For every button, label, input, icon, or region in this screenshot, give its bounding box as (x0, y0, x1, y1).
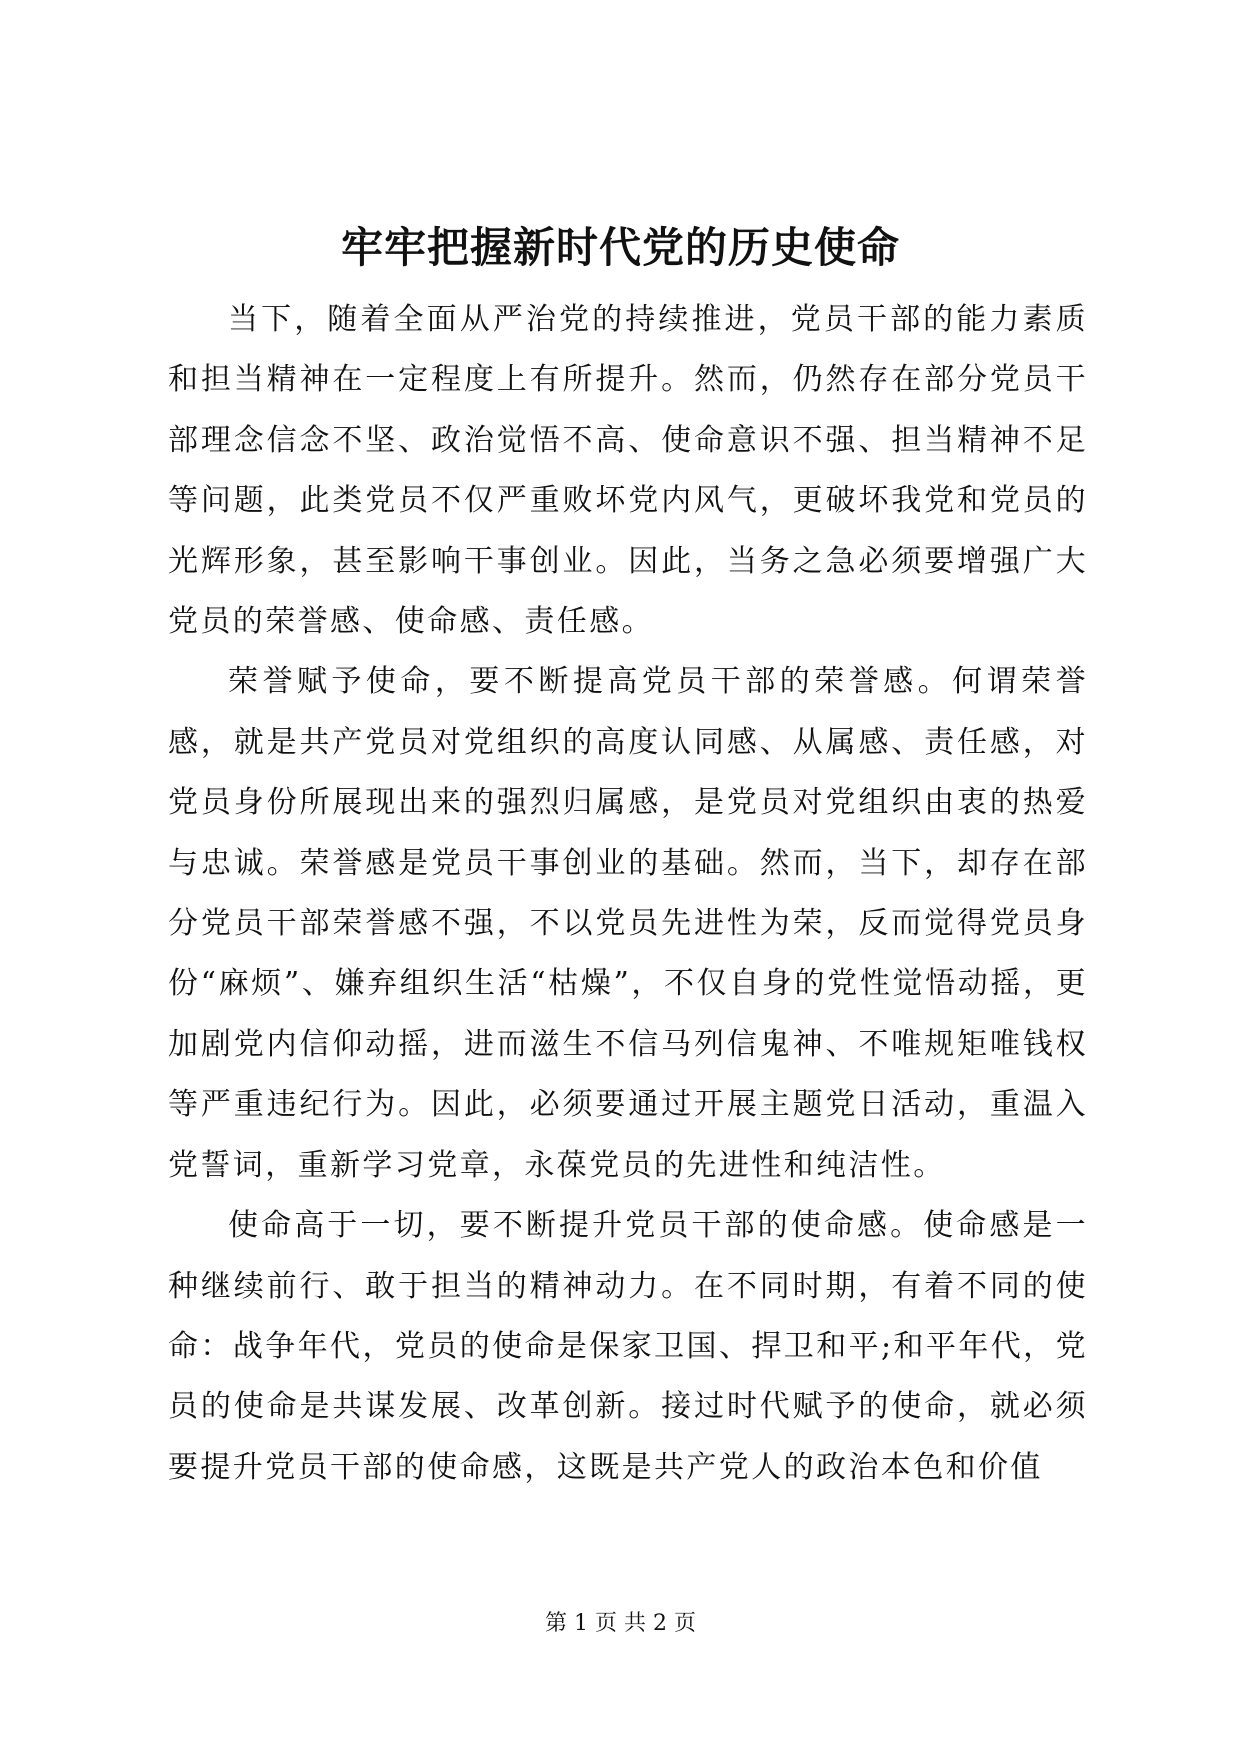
paragraph-2: 荣誉赋予使命，要不断提高党员干部的荣誉感。何谓荣誉感，就是共产党员对党组织的高度认同感、从属感、责任感，对党员身份所展现出来的强烈归属感，是党员对党组织由衷的热爱与忠诚。荣誉感是党员干事创业的基础。然而，当下，却存在部分党员干部荣誉感不强，不以党员先进性为荣，反而觉得党员身份“麻烦”、嫌弃组织生活“枯燥”，不仅自身的党性觉悟动摇，更加剧党内信仰动摇，进而滋生不信马列信鬼神、不唯规矩唯钱权等严重违纪行为。因此，必须要通过开展主题党日活动，重温入党誓词，重新学习党章，永葆党员的先进性和纯洁性。 (168, 664, 1088, 1183)
document-body (168, 290, 1088, 1498)
page-footer: 第 1 页 共 2 页 (545, 1611, 696, 1636)
document-title: 牢牢把握新时代党的历史使命 (340, 223, 900, 272)
paragraph-1: 当下，随着全面从严治党的持续推进，党员干部的能力素质和担当精神在一定程度上有所提升。然而，仍然存在部分党员干部理念信念不坚、政治觉悟不高、使命意识不强、担当精神不足等问题，此类党员不仅严重败坏党内风气，更破坏我党和党员的光辉形象，甚至影响干事创业。因此，当务之急必须要增强广大党员的荣誉感、使命感、责任感。 (168, 302, 1088, 640)
paragraph-3: 使命高于一切，要不断提升党员干部的使命感。使命感是一种继续前行、敢于担当的精神动力。在不同时期，有着不同的使命：战争年代，党员的使命是保家卫国、捍卫和平;和平年代，党员的使命是共谋发展、改革创新。接过时代赋予的使命，就必须要提升党员干部的使命感，这既是共产党人的政治本色和价值 (168, 1208, 1088, 1485)
